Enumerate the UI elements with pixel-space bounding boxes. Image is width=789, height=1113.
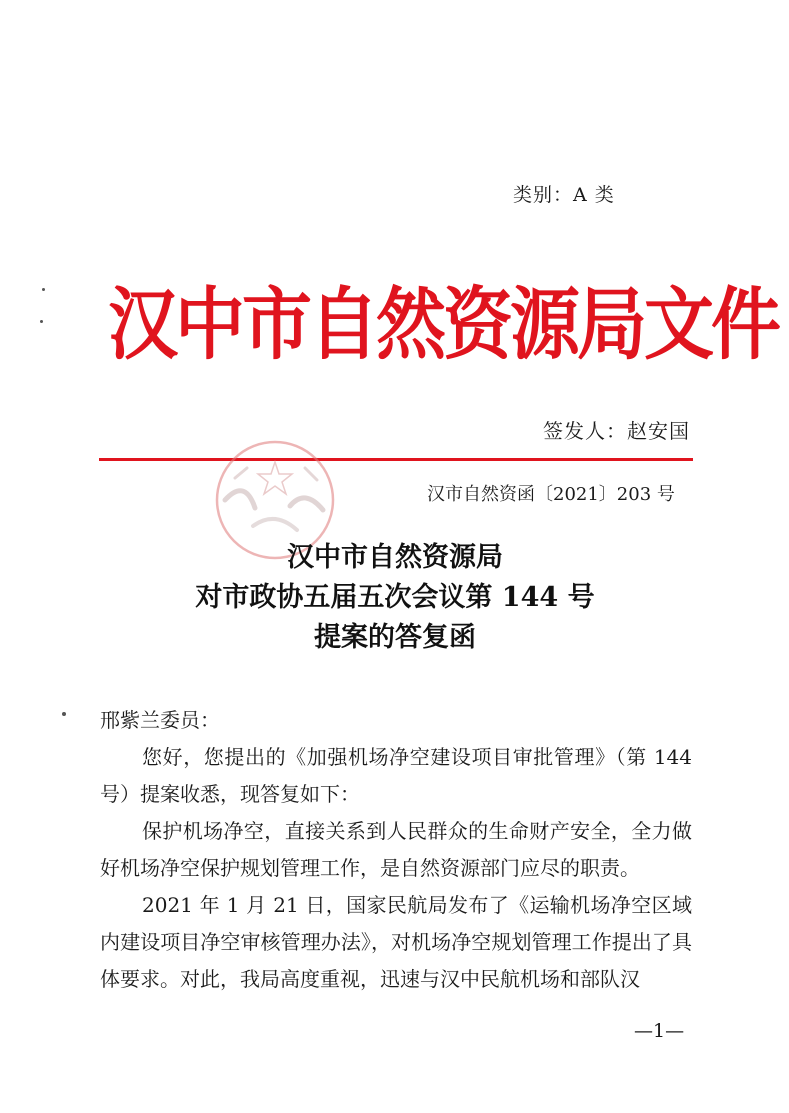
scan-speck: [62, 712, 66, 716]
masthead-title: 汉中市自然资源局文件: [108, 278, 778, 371]
title-line-2: 对市政协五届五次会议第 144 号: [195, 582, 595, 613]
letter-body: [100, 702, 692, 998]
page-number: —1—: [634, 1020, 685, 1042]
signer-label: 签发人：赵安国: [543, 419, 690, 443]
title-line-1: 汉中市自然资源局: [287, 542, 503, 573]
paragraph: 保护机场净空，直接关系到人民群众的生命财产安全，全力做好机场净空保护规划管理工作，是自然资源部门应尽的职责。: [100, 819, 692, 880]
red-divider-line: [99, 458, 693, 461]
scan-speck: [40, 320, 43, 323]
paragraph: 您好，您提出的《加强机场净空建设项目审批管理》（第 144 号）提案收悉，现答复如下：: [100, 745, 692, 806]
document-number: 汉市自然资函〔2021〕203 号: [427, 484, 675, 505]
title-line-3: 提案的答复函: [314, 622, 476, 653]
scan-speck: [42, 288, 45, 291]
paragraph: 2021 年 1 月 21 日，国家民航局发布了《运输机场净空区域内建设项目净空审核管理办法》，对机场净空规划管理工作提出了具体要求。对此，我局高度重视，迅速与汉中民航机场和部队汉: [100, 893, 692, 991]
category-label: 类别：A 类: [513, 184, 615, 206]
salutation: 邢紫兰委员：: [100, 708, 220, 732]
document-title: [100, 538, 690, 658]
